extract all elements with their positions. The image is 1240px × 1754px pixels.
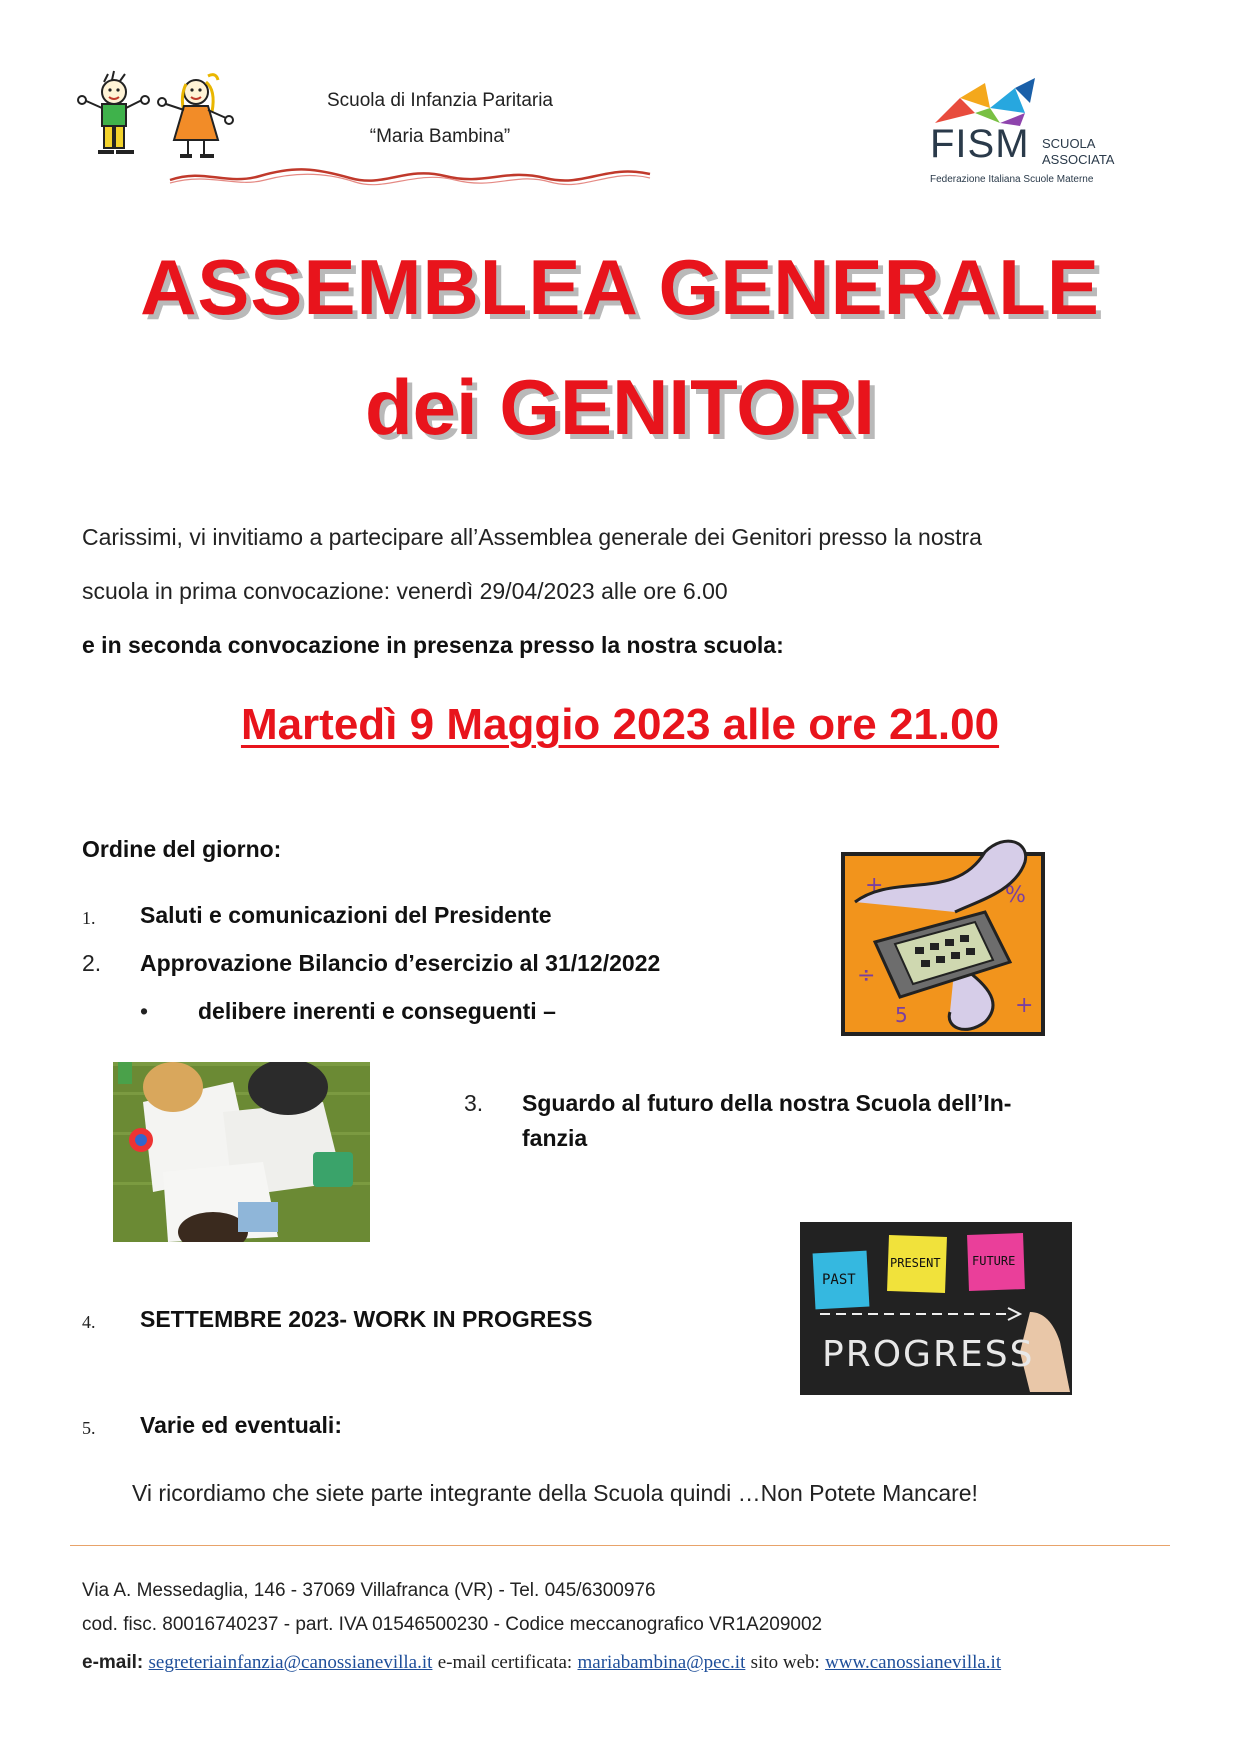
svg-text:÷: ÷ bbox=[857, 963, 876, 988]
progress-image bbox=[800, 1222, 1072, 1395]
agenda-num-4: 4. bbox=[82, 1312, 96, 1332]
agenda-item-4: SETTEMBRE 2023- WORK IN PROGRESS bbox=[140, 1306, 593, 1332]
fism-logo bbox=[930, 78, 1130, 198]
footer-codes: cod. fisc. 80016740237 - part. IVA 01546500230 - Codice meccanografico VR1A209002 bbox=[82, 1614, 823, 1635]
email-link[interactable]: segreteriainfanzia@canossianevilla.it bbox=[148, 1652, 433, 1673]
fism-sub2: ASSOCIATA bbox=[1042, 152, 1115, 167]
agenda-item-3-cont: fanzia bbox=[522, 1125, 588, 1151]
meeting-date: Martedì 9 Maggio 2023 alle ore 21.00 bbox=[240, 700, 1000, 749]
email-label: e-mail: bbox=[82, 1652, 144, 1673]
intro-line3: e in seconda convocazione in presenza presso la nostra scuola: bbox=[82, 632, 784, 658]
agenda-num-3: 3. bbox=[464, 1090, 484, 1116]
children-drawing-photo bbox=[113, 1062, 370, 1242]
agenda-num-2: 2. bbox=[82, 950, 102, 976]
agenda-item-3: Sguardo al futuro della nostra Scuola dell’In- bbox=[522, 1090, 1012, 1116]
fism-wordmark: FISM bbox=[930, 122, 1030, 166]
footer-address: Via A. Messedaglia, 146 - 37069 Villafranca (VR) - Tel. 045/6300976 bbox=[82, 1580, 656, 1601]
footer-divider bbox=[70, 1545, 1170, 1546]
pec-label: e-mail certificata: bbox=[437, 1652, 573, 1673]
svg-text:5: 5 bbox=[895, 1003, 908, 1027]
intro-line1: Carissimi, vi invitiamo a partecipare all’Assemblea generale dei Genitori presso la nostra bbox=[82, 524, 982, 550]
intro-line2: scuola in prima convocazione: venerdì 29/04/2023 alle ore 6.00 bbox=[82, 578, 728, 604]
agenda-item-2: Approvazione Bilancio d’esercizio al 31/12/2022 bbox=[140, 950, 661, 976]
agenda-bullet: • bbox=[140, 998, 149, 1024]
agenda-num-1: 1. bbox=[82, 908, 96, 928]
svg-text:+: + bbox=[1015, 993, 1034, 1018]
progress-note-future: FUTURE bbox=[972, 1254, 1016, 1268]
agenda-item-5: Varie ed eventuali: bbox=[140, 1412, 342, 1438]
title-line1: ASSEMBLEA GENERALE bbox=[140, 243, 1100, 331]
agenda-heading: Ordine del giorno: bbox=[82, 836, 282, 862]
decorative-wave bbox=[165, 158, 655, 188]
progress-note-present: PRESENT bbox=[890, 1256, 941, 1270]
fism-sub1: SCUOLA bbox=[1042, 136, 1096, 151]
fism-federation: Federazione Italiana Scuole Materne bbox=[930, 174, 1094, 185]
svg-text:+: + bbox=[865, 873, 884, 898]
closing-message: Vi ricordiamo che siete parte integrante della Scuola quindi …Non Potete Mancare! bbox=[132, 1480, 978, 1506]
kids-logo bbox=[76, 70, 251, 170]
progress-note-past: PAST bbox=[822, 1272, 856, 1288]
agenda-item-1: Saluti e comunicazioni del Presidente bbox=[140, 902, 552, 928]
title-line2: dei GENITORI bbox=[365, 363, 875, 451]
calculator-clipart bbox=[835, 832, 1050, 1042]
footer-contacts bbox=[82, 1652, 1001, 1674]
progress-word: PROGRESS bbox=[822, 1334, 1035, 1375]
school-name-line2: “Maria Bambina” bbox=[369, 126, 511, 147]
web-link[interactable]: www.canossianevilla.it bbox=[825, 1652, 1002, 1673]
school-name-line1: Scuola di Infanzia Paritaria bbox=[326, 90, 553, 111]
web-label: sito web: bbox=[750, 1652, 820, 1673]
agenda-num-5: 5. bbox=[82, 1418, 96, 1438]
pec-link[interactable]: mariabambina@pec.it bbox=[577, 1652, 746, 1673]
svg-text:%: % bbox=[1005, 883, 1026, 908]
agenda-subitem: delibere inerenti e conseguenti – bbox=[198, 998, 556, 1024]
